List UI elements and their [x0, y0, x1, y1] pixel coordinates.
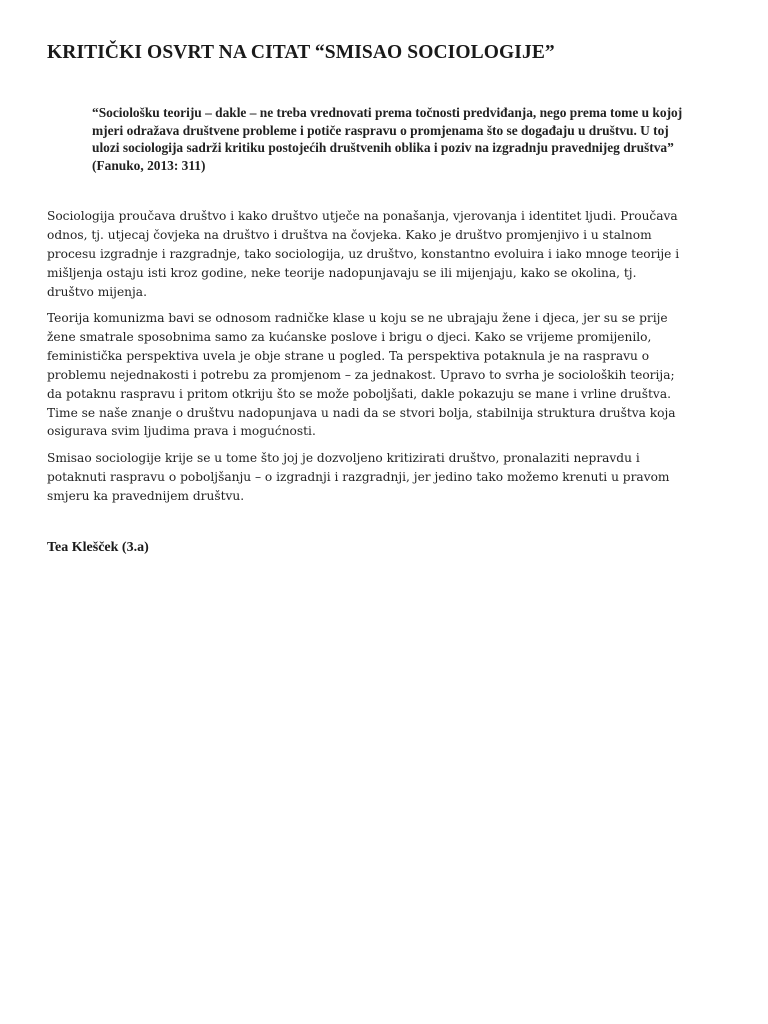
paragraph-line: feministička perspektiva uvela je obje strane u pogled. Ta perspektiva potaknula je na raspravu o — [47, 348, 650, 363]
paragraph-3 — [47, 449, 727, 506]
quote-line: mjeri odražava društvene probleme i potiče raspravu o promjenama što se događaju u društvu. U toj — [92, 122, 669, 138]
paragraph-line: procesu izgradnje i razgradnje, tako sociologija, uz društvo, konstantno evoluira i iako mnoge teorije i — [47, 246, 680, 261]
quote-citation: (Fanuko, 2013: 311) — [92, 157, 206, 173]
author-signature: Tea Klešček (3.a) — [47, 540, 149, 555]
paragraph-line: društvo mijenja. — [47, 284, 147, 299]
paragraph-line: Sociologija proučava društvo i kako društvo utječe na ponašanja, vjerovanja i identitet ljudi. Proučava — [47, 209, 678, 223]
paragraph-line: da potaknu raspravu i pritom otkriju što se može poboljšati, dakle pokazuju se mane i vrline društva. — [47, 386, 671, 401]
paragraph-line: potaknuti raspravu o poboljšanju – o izgradnji i razgradnji, jer jedino tako možemo krenuti u pravom — [47, 469, 670, 484]
paragraph-line: odnos, tj. utjecaj čovjeka na društvo i društva na čovjeka. Kako je društvo promjenjivo i u stalnom — [47, 227, 652, 242]
paragraph-line: Time se naše znanje o društvu nadopunjava u nadi da se stvori bolja, stabilnija struktura društva koja — [47, 405, 676, 420]
paragraph-line: mišljenja ostaju isti kroz godine, neke teorije nadopunjavaju se ili mijenjaju, kako se okolina, tj. — [47, 265, 637, 280]
paragraph-2 — [47, 309, 727, 441]
paragraph-line: osigurava svim ljudima prava i mogućnosti. — [47, 424, 316, 439]
quote-line: ulozi sociologija sadrži kritiku postojećih društvenih oblika i poziv na izgradnju pravednijeg društva” — [92, 140, 674, 156]
paragraph-line: Teorija komunizma bavi se odnosom radničke klase u koju se ne ubrajaju žene i djeca, jer su se prije — [47, 311, 668, 325]
quote-line: “Sociološku teoriju – dakle – ne treba vrednovati prema točnosti predviđanja, nego prema tome u kojoj — [92, 105, 683, 120]
document-title: KRITIČKI OSVRT NA CITAT “SMISAO SOCIOLOGIJE” — [47, 42, 555, 63]
paragraph-line: Smisao sociologije krije se u tome što joj je dozvoljeno kritizirati društvo, pronalaziti nepravdu i — [47, 451, 640, 465]
paragraph-line: žene smatrale sposobnima samo za kućanske poslove i brigu o djeci. Kako se vrijeme promijenilo, — [47, 329, 652, 344]
epigraph-quote — [92, 104, 720, 174]
paragraph-1 — [47, 207, 727, 302]
paragraph-line: problemu nejednakosti i potrebu za promjenom – za jednakost. Upravo to svrha je socioloških teorija; — [47, 367, 675, 382]
paragraph-line: smjeru ka pravednijem društvu. — [47, 488, 245, 503]
